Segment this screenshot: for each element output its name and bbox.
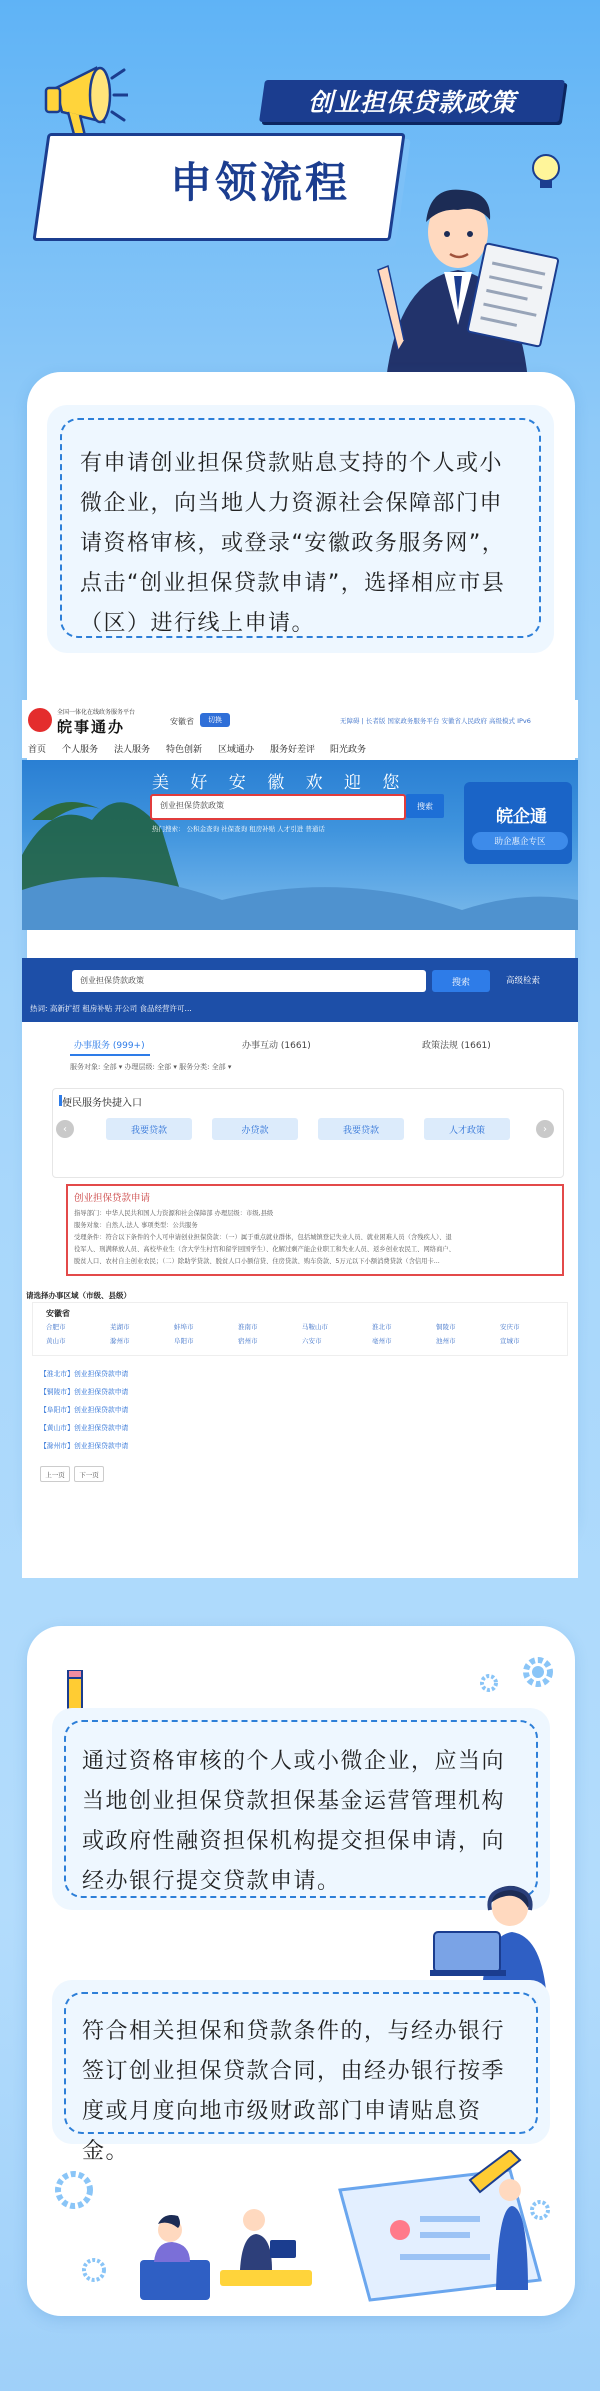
nav-sunshine[interactable]: 阳光政务 bbox=[330, 745, 367, 755]
switch-region-button[interactable]: 切换 bbox=[200, 713, 230, 727]
step1-text: 有申请创业担保贷款贴息支持的个人或小微企业，向当地人力资源社会保障部门申请资格审核，或登录“安徽政务服务网”，点击“创业担保贷款申请”，选择相应市县（区）进行线上申请。 bbox=[80, 451, 506, 636]
hero-hot-searches[interactable]: 热门搜索： 公积金查询 社保查询 租房补贴 人才引进 普通话 bbox=[152, 825, 325, 833]
results-hot-words[interactable]: 热词: 高新扩招 租房补贴 开公司 食品经营许可... bbox=[30, 1004, 192, 1013]
hero-search-input[interactable] bbox=[150, 794, 406, 820]
city-link[interactable]: 亳州市 bbox=[372, 1337, 392, 1345]
city-link[interactable]: 宿州市 bbox=[238, 1337, 258, 1345]
policy-badge: 创业担保贷款政策 bbox=[259, 80, 565, 122]
result-detail-line: 服务对象：自然人,法人 事项类型：公共服务 bbox=[74, 1222, 198, 1229]
region-province: 安徽省 bbox=[46, 1309, 70, 1318]
site-nav bbox=[22, 738, 578, 758]
city-link[interactable]: 淮南市 bbox=[238, 1323, 258, 1331]
nav-featured[interactable]: 特色创新 bbox=[166, 745, 203, 755]
header-links[interactable]: 无障碍 | 长者版 国家政务服务平台 安徽省人民政府 高级模式 IPv6 bbox=[340, 717, 531, 725]
city-link[interactable]: 宣城市 bbox=[500, 1337, 520, 1345]
prev-page-button[interactable]: 上一页 bbox=[40, 1466, 70, 1482]
result-detail-line: 脱贫人口、农村自主创业农民；（二）除助学贷款、脱贫人口小额信贷、住房贷款、购车贷款、5万元以下小额消费贷款（含信用卡... bbox=[74, 1258, 440, 1265]
result-link[interactable]: 【铜陵市】创业担保贷款申请 bbox=[40, 1388, 129, 1396]
city-link[interactable]: 铜陵市 bbox=[436, 1323, 456, 1331]
filter-row[interactable]: 服务对象: 全部 ▾ 办理层级: 全部 ▾ 服务分类: 全部 ▾ bbox=[70, 1063, 232, 1071]
next-page-button[interactable]: 下一页 bbox=[74, 1466, 104, 1482]
city-link[interactable]: 六安市 bbox=[302, 1337, 322, 1345]
result-link[interactable]: 【黄山市】创业担保贷款申请 bbox=[40, 1424, 129, 1432]
chevron-left-icon[interactable]: ‹ bbox=[56, 1120, 74, 1138]
step3-text: 符合相关担保和贷款条件的，与经办银行签订创业担保贷款合同，由经办银行按季度或月度向地市级财政部门申请贴息资金。 bbox=[82, 2019, 506, 2164]
tab-services[interactable]: 办事服务 (999+) bbox=[74, 1041, 145, 1051]
city-link[interactable]: 阜阳市 bbox=[174, 1337, 194, 1345]
city-link[interactable]: 池州市 bbox=[436, 1337, 456, 1345]
city-link[interactable]: 滁州市 bbox=[110, 1337, 130, 1345]
hero-title: 美 好 安 徽 欢 迎 您 bbox=[152, 773, 408, 793]
nav-regional[interactable]: 区域通办 bbox=[218, 745, 255, 755]
result-link[interactable]: 【阜阳市】创业担保贷款申请 bbox=[40, 1406, 129, 1414]
tab-policies[interactable]: 政策法规 (1661) bbox=[422, 1041, 491, 1051]
quick-button-loan-2[interactable]: 我要贷款 bbox=[318, 1118, 404, 1140]
hero-search-button[interactable]: 搜索 bbox=[406, 794, 444, 818]
teamwork-illustration bbox=[40, 2150, 560, 2324]
nav-home[interactable]: 首页 bbox=[28, 745, 47, 755]
active-tab-indicator bbox=[70, 1054, 150, 1056]
gear-icon bbox=[478, 1672, 500, 1698]
city-link[interactable]: 安庆市 bbox=[500, 1323, 520, 1331]
result-link[interactable]: 【淮北市】创业担保贷款申请 bbox=[40, 1370, 129, 1378]
city-link[interactable]: 蚌埠市 bbox=[174, 1323, 194, 1331]
support-agent-illustration bbox=[430, 1880, 550, 1994]
nav-legal[interactable]: 法人服务 bbox=[114, 745, 151, 755]
region-select-title: 请选择办事区域（市级、县级） bbox=[26, 1291, 131, 1300]
result-detail-line: 指导部门：中华人民共和国人力资源和社会保障部 办理层级：市级,县级 bbox=[74, 1210, 274, 1217]
result-detail-line: 役军人、刑满释放人员、高校毕业生（含大学生村官和留学回国学生）、化解过剩产能企业职工和失业人员、返乡创业农民工、网络商户、 bbox=[74, 1246, 455, 1253]
result-link[interactable]: 【滁州市】创业担保贷款申请 bbox=[40, 1442, 129, 1450]
search-results-panel bbox=[22, 958, 578, 1578]
wanqitong-title: 皖企通 bbox=[496, 807, 547, 827]
quick-button-handle-loan[interactable]: 办贷款 bbox=[212, 1118, 298, 1140]
city-link[interactable]: 合肥市 bbox=[46, 1323, 66, 1331]
result-detail-line: 受理条件：符合以下条件的个人可申请创业担保贷款：（一）属于重点就业群体，包括城镇登记失业人员、就业困难人员（含残疾人）、退 bbox=[74, 1234, 452, 1241]
wanqitong-zone-button[interactable]: 助企惠企专区 bbox=[472, 832, 568, 850]
results-search-input[interactable] bbox=[72, 970, 426, 992]
results-search-button[interactable]: 搜索 bbox=[432, 970, 490, 992]
tab-interaction[interactable]: 办事互动 (1661) bbox=[242, 1041, 311, 1051]
result-title-link[interactable]: 创业担保贷款申请 bbox=[74, 1193, 151, 1204]
chevron-right-icon[interactable]: › bbox=[536, 1120, 554, 1138]
quick-button-talent[interactable]: 人才政策 bbox=[424, 1118, 510, 1140]
nav-personal[interactable]: 个人服务 bbox=[62, 745, 99, 755]
hero-search-value: 创业担保贷款政策 bbox=[160, 801, 224, 810]
page-title: 申领流程 bbox=[170, 158, 351, 207]
advanced-search-link[interactable]: 高级检索 bbox=[506, 976, 541, 986]
province-label: 安徽省 bbox=[170, 717, 194, 726]
city-link[interactable]: 马鞍山市 bbox=[302, 1323, 328, 1331]
quick-button-loan[interactable]: 我要贷款 bbox=[106, 1118, 192, 1140]
businessman-illustration bbox=[358, 150, 568, 384]
step2-text: 通过资格审核的个人或小微企业，应当向当地创业担保贷款担保基金运营管理机构或政府性融资担保机构提交担保申请，向经办银行提交贷款申请。 bbox=[82, 1749, 506, 1894]
city-link[interactable]: 黄山市 bbox=[46, 1337, 66, 1345]
results-search-value: 创业担保贷款政策 bbox=[80, 976, 144, 985]
nav-review[interactable]: 服务好差评 bbox=[270, 745, 316, 755]
site-header bbox=[22, 700, 578, 739]
site-logo-icon bbox=[28, 708, 52, 732]
logo-title[interactable]: 皖事通办 bbox=[57, 718, 126, 736]
quick-entry-title: 便民服务快捷入口 bbox=[62, 1098, 142, 1109]
logo-subtitle: 全国一体化在线政务服务平台 bbox=[57, 709, 136, 716]
gear-icon bbox=[518, 1652, 558, 1696]
city-link[interactable]: 芜湖市 bbox=[110, 1323, 130, 1331]
city-link[interactable]: 淮北市 bbox=[372, 1323, 392, 1331]
